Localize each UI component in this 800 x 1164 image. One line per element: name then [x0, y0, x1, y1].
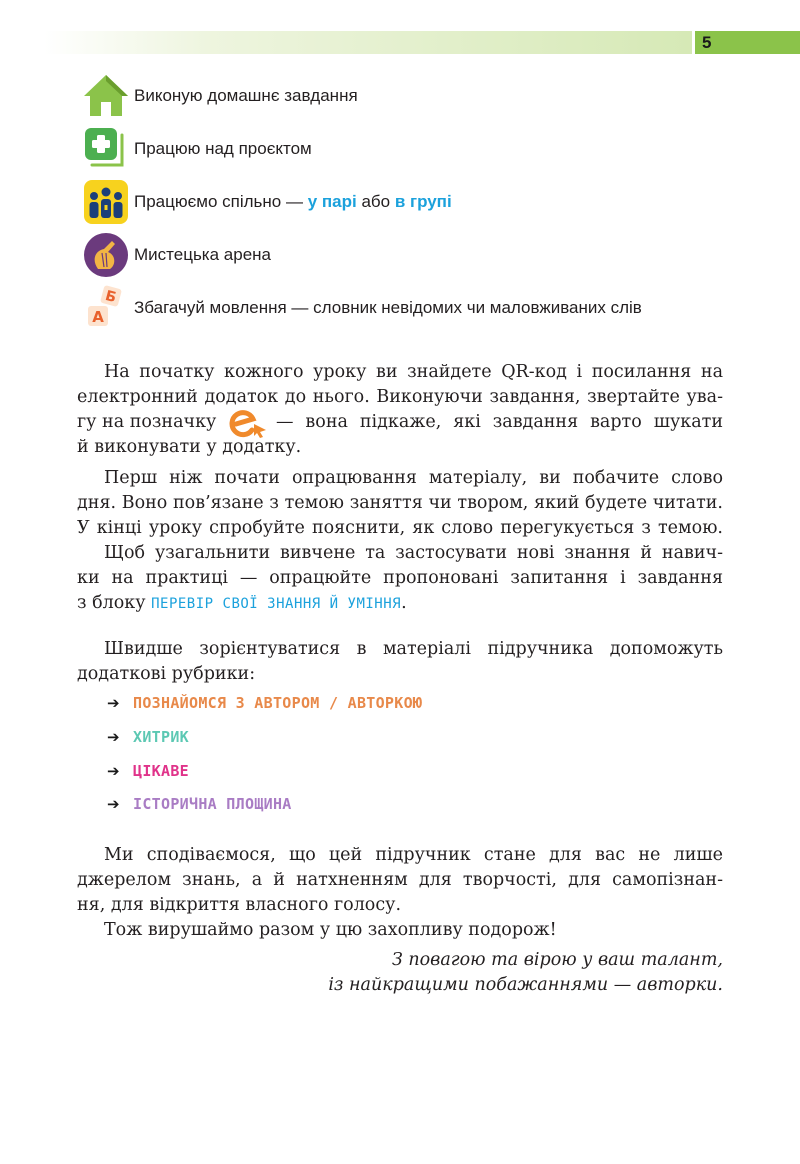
pair-label: у парі [307, 192, 357, 211]
signature-line: із найкращими побажаннями — авторки. [328, 975, 723, 995]
group-icon [82, 178, 130, 226]
legend-label: Мистецька арена [134, 245, 271, 264]
rubric-item [107, 725, 189, 749]
svg-text:Б: Б [103, 287, 118, 307]
paragraph-line: з блоку ПЕРЕВІР СВОЇ ЗНАННЯ Й УМІННЯ. [77, 593, 407, 613]
rubric-item [107, 792, 292, 816]
legend-label: Виконую домашнє завдання [134, 86, 358, 105]
legend-label: Збагачуй мовлення — словник невідомих чи маловживаних слів [134, 298, 642, 317]
home-icon [82, 72, 130, 120]
paragraph-line: дня. Воно пов’язане з темою заняття чи твором, який будете читати. [77, 493, 723, 513]
arrow-right-icon: ➔ [107, 762, 120, 780]
paragraph-line: додаткові рубрики: [77, 664, 256, 684]
paragraph-line: Ми сподіваємося, що цей підручник стане для вас не лише [104, 845, 723, 865]
paragraph-line: Щоб узагальнити вивчене та застосувати нові знання й навич- [104, 543, 723, 563]
rubric-label: ХИТРИК [133, 728, 189, 746]
paragraph-line: Перш ніж почати опрацювання матеріалу, ви побачите слово [104, 468, 723, 488]
svg-text:А: А [92, 308, 104, 326]
project-icon [82, 125, 130, 173]
signature-line: З повагою та вірою у ваш талант, [391, 950, 723, 970]
paragraph-line: джерелом знань, а й натхненням для творчості, для самопізнан- [77, 870, 723, 890]
rubric-label: ПОЗНАЙОМСЯ З АВТОРОМ / АВТОРКОЮ [133, 694, 423, 712]
arrow-right-icon: ➔ [107, 795, 120, 813]
rubric-item [107, 691, 422, 715]
paragraph-line: ня, для відкриття власного голосу. [77, 895, 402, 915]
paragraph-line: гу на позначку [77, 412, 217, 432]
rubric-label: ІСТОРИЧНА ПЛОЩИНА [133, 795, 292, 813]
rubric-item [107, 759, 189, 783]
arrow-right-icon: ➔ [107, 694, 120, 712]
paragraph-line: Швидше зорієнтуватися в матеріалі підручника допоможуть [104, 639, 723, 659]
paragraph-line: електронний додаток до нього. Виконуючи завдання, звертайте ува- [77, 387, 723, 407]
rubric-label: ЦІКАВЕ [133, 762, 189, 780]
header-band [44, 31, 692, 54]
legend-label: Працюємо спільно — у парі або в групі [134, 192, 452, 211]
paragraph-line: й виконувати у додатку. [77, 437, 302, 457]
paragraph-line: Тож вирушаймо разом у цю захопливу подорож! [104, 920, 557, 940]
paragraph-line: На початку кожного уроку ви знайдете QR-код і посилання на [104, 362, 723, 382]
legend-item-teamwork [82, 178, 452, 226]
paragraph-line: ки на практиці — опрацюйте пропоновані запитання і завдання [77, 568, 723, 588]
legend-item-vocabulary [82, 284, 642, 332]
vocabulary-icon [82, 284, 130, 332]
legend-item-homework [82, 72, 358, 120]
arrow-right-icon: ➔ [107, 728, 120, 746]
check-knowledge-block-name: ПЕРЕВІР СВОЇ ЗНАННЯ Й УМІННЯ [151, 596, 402, 612]
page-number: 5 [702, 33, 712, 52]
legend-label: Працюю над проєктом [134, 139, 312, 158]
legend-item-project [82, 125, 312, 173]
art-arena-icon [82, 231, 130, 279]
paragraph-line: — вона підкаже, які завдання варто шукати [276, 412, 723, 432]
e-app-icon [228, 410, 270, 438]
group-label: в групі [394, 192, 452, 211]
paragraph-line: У кінці уроку спробуйте пояснити, як слово перегукується з темою. [77, 518, 723, 538]
legend-item-art-arena [82, 231, 271, 279]
